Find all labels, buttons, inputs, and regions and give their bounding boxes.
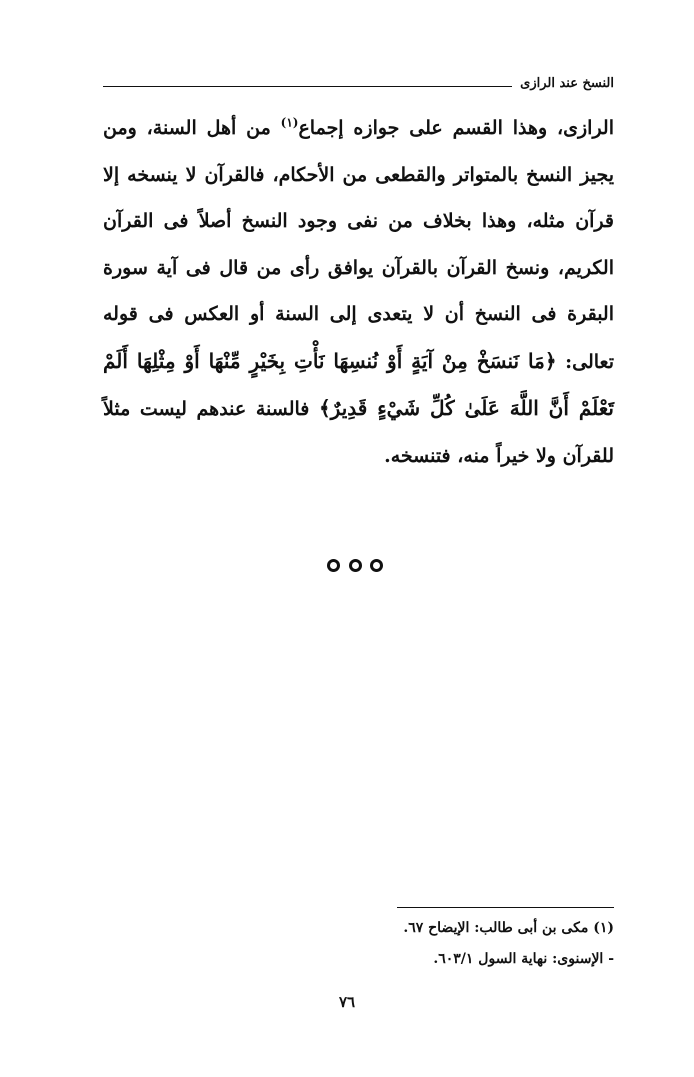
ornament-ring-icon — [349, 559, 362, 572]
body-text-middle: من أهل السنة، ومن يجيز النسخ بالمتواتر والقطعى من الأحكام، فالقرآن لا ينسخه إلا قرآن مثله، وهذا بخلاف من نفى وجود النسخ أصلاً فى القرآن الكريم، ونسخ القرآن بالقرآن يوافق رأى من قال فى آية سورة البقرة فى النسخ أن لا يتعدى إلى السنة أو العكس فى قوله تعالى: — [103, 117, 615, 373]
footnote-1: (١) مكى بن أبى طالب: الإيضاح ٦٧. — [403, 920, 614, 936]
running-header — [103, 66, 614, 90]
section-separator — [327, 553, 383, 577]
quran-verse: ﴿مَا نَنسَخْ مِنْ آيَةٍ أَوْ نُنسِهَا نَأْتِ بِخَيْرٍ مِّنْهَا أَوْ مِثْلِهَا أَلَمْ تَعْلَمْ أَنَّ اللَّهَ عَلَىٰ كُلِّ شَيْءٍ قَدِيرٌ﴾ — [103, 348, 614, 420]
header-rule — [103, 86, 512, 87]
footnotes — [300, 913, 614, 975]
footnote-2: - الإسنوى: نهاية السول ٦٠٣/١. — [433, 951, 614, 967]
ornament-ring-icon — [327, 559, 340, 572]
ornament-ring-icon — [370, 559, 383, 572]
body-text-end: فالسنة عندهم ليست مثلاً للقرآن ولا خيراً منه، فتنسخه. — [103, 398, 614, 467]
footnote-rule — [397, 907, 614, 908]
page-number: ٧٦ — [338, 993, 356, 1011]
body-paragraph — [103, 105, 614, 479]
running-title: النسخ عند الرازى — [520, 76, 614, 91]
body-text-start: الرازى، وهذا القسم على جوازه إجماع — [298, 117, 614, 139]
footnote-ref-1[interactable]: (١) — [280, 115, 299, 130]
